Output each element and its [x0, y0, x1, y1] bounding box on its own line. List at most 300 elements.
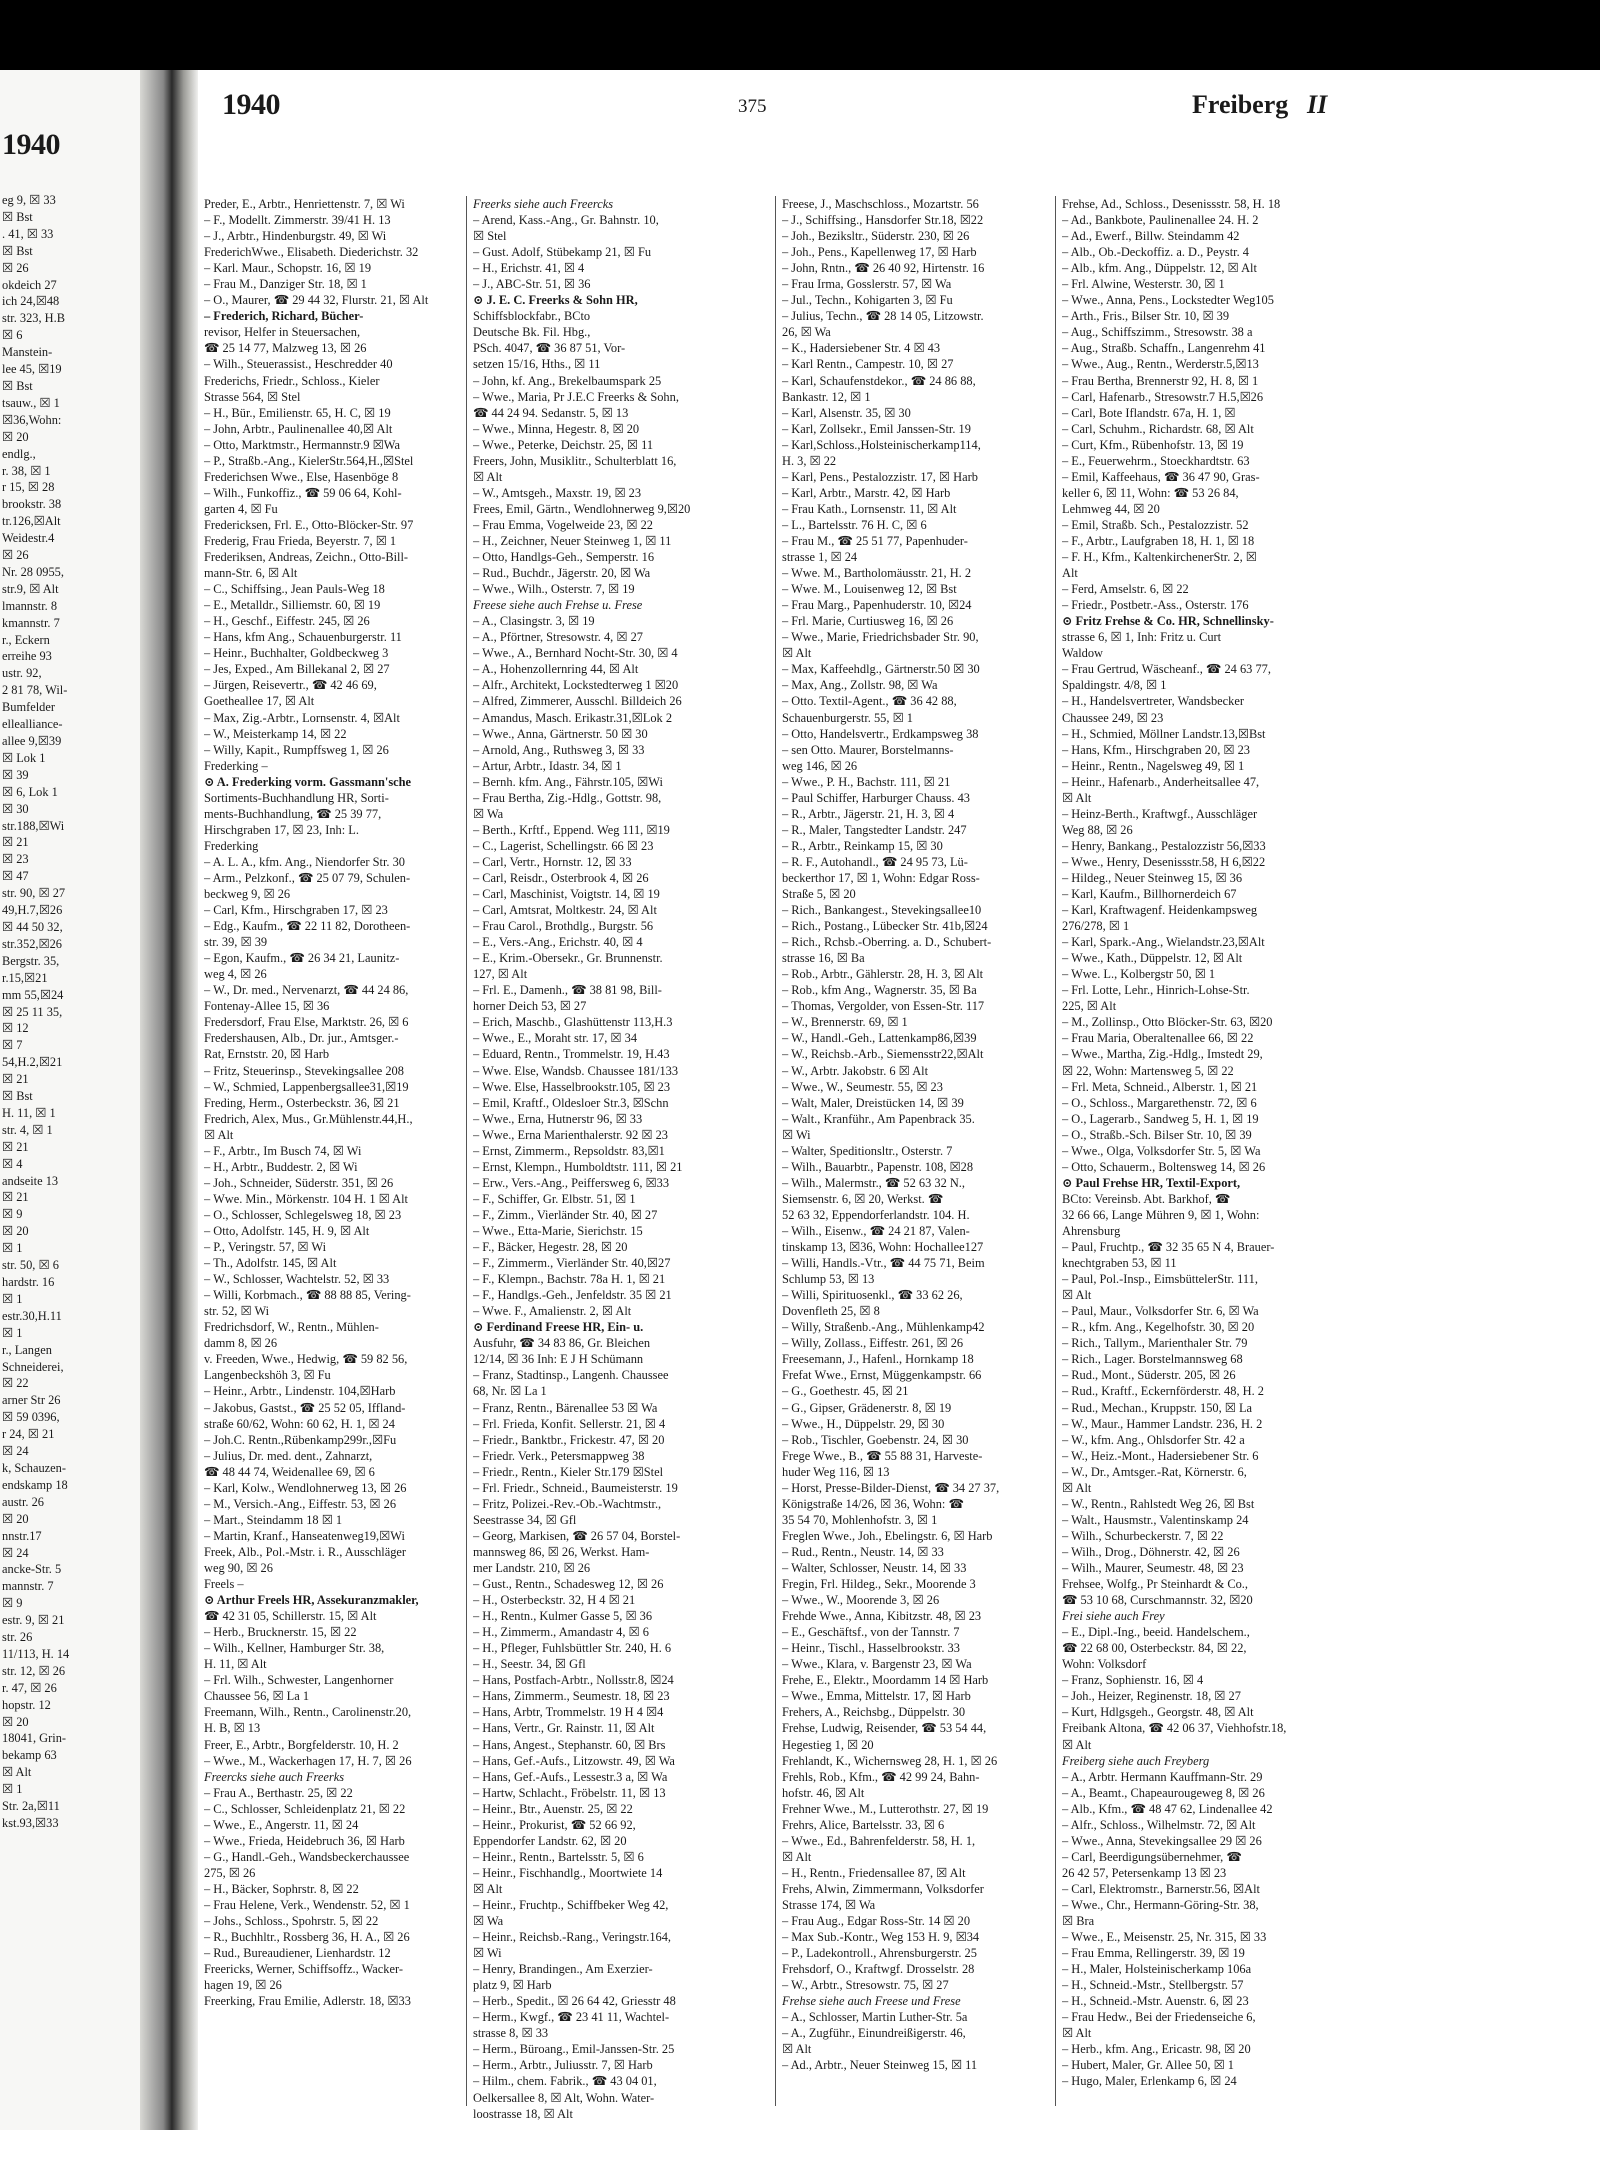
directory-entry-line: – Rob., Tischler, Goebenstr. 24, ☒ 30 [782, 1432, 969, 1447]
directory-entry-line: Straße 5, ☒ 20 [782, 887, 856, 902]
directory-entry-line: Frederiksen, Andreas, Zeichn., Otto-Bill- [204, 550, 409, 565]
directory-entry-line: – Otto, Handelsvertr., Erdkampsweg 38 [782, 726, 979, 741]
directory-entry-line: ☒ Alt [1062, 1480, 1092, 1495]
directory-entry-line: – Alfred, Zimmerer, Ausschl. Billdeich 26 [473, 694, 682, 709]
directory-entry-line: – L., Bartelsstr. 76 H. C, ☒ 6 [782, 517, 927, 532]
directory-entry-line: – W., Reichsb.-Arb., Siemensstr22,☒Alt [782, 1047, 984, 1062]
directory-entry-line: strasse 8, ☒ 33 [473, 2026, 549, 2041]
directory-entry-line: Wohn: Volksdorf [1062, 1657, 1147, 1672]
directory-entry-line: – C., Schlosser, Schleidenplatz 21, ☒ 22 [204, 1801, 406, 1816]
directory-entry-line: – W., Schmied, Lappenbergsallee31,☒19 [204, 1079, 409, 1094]
directory-entry-line: Chaussee 56, ☒ La 1 [204, 1689, 310, 1704]
directory-entry-line: – Kurt, Hdlgsgeh., Georgstr. 48, ☒ Alt [1062, 1705, 1254, 1720]
directory-entry-line: ☎ 42 31 05, Schillerstr. 15, ☒ Alt [204, 1609, 377, 1624]
directory-entry-line: Frehlandt, K., Wichernsweg 28, H. 1, ☒ 26 [782, 1753, 998, 1768]
directory-entry-line: – G., Handl.-Geh., Wandsbeckerchaussee [204, 1849, 410, 1864]
directory-entry-line: – Hans, kfm Ang., Schauenburgerstr. 11 [204, 630, 402, 645]
directory-entry-line: Fredershausen, Alb., Dr. jur., Amtsger.- [204, 1031, 399, 1046]
directory-entry-line: – Wwe. Else, Hasselbrookstr.105, ☒ 23 [473, 1079, 671, 1094]
directory-entry-line: – Karl, Spark.-Ang., Wielandstr.23,☒Alt [1062, 935, 1265, 950]
left-page-fragment: . 41, ☒ 33 [2, 226, 54, 241]
directory-entry-line: – H., Rentn., Kulmer Gasse 5, ☒ 36 [473, 1609, 653, 1624]
directory-entry-line: – Carl, Beerdigungsübernehmer, ☎ [1062, 1849, 1242, 1864]
left-page-fragment: Nr. 28 0955, [2, 564, 64, 579]
directory-entry-line: – Frl. Meta, Schneid., Alberstr. 1, ☒ 21 [1062, 1079, 1258, 1094]
directory-entry-line: – O., Maurer, ☎ 29 44 32, Flurstr. 21, ☒ Alt [204, 293, 429, 308]
directory-entry-line: ☒ Wa [473, 806, 504, 821]
directory-entry-line: Hirschgraben 17, ☒ 23, Inh: L. [204, 822, 359, 837]
directory-entry-line: – Herm., Büroang., Emil-Janssen-Str. 25 [473, 2042, 675, 2057]
left-page-fragment: mannstr. 7 [2, 1579, 54, 1594]
directory-entry-line: – Fritz, Steuerinsp., Stevekingsallee 208 [204, 1063, 404, 1078]
directory-entry-line: – F., Zimmerm., Vierländer Str. 40,☒27 [473, 1256, 671, 1271]
left-page-fragment: 2 81 78, Wil- [2, 683, 68, 698]
directory-entry-line: – Hans, Arbtr, Trommelstr. 19 H 4 ☒4 [473, 1705, 664, 1720]
directory-entry-line: – Arend, Kass.-Ang., Gr. Bahnstr. 10, [473, 213, 659, 228]
directory-entry-line: – Wilh., Malermstr., ☎ 52 63 32 N., [782, 1175, 966, 1190]
left-page-fragment: ☒ 1 [2, 1241, 23, 1256]
left-page-fragment: erreihe 93 [2, 649, 52, 664]
left-page-fragment: r., Langen [2, 1342, 52, 1357]
directory-entry-line: – Frl. Friedr., Schneid., Baumeisterstr. 19 [473, 1480, 678, 1495]
directory-entry-line: – Herb., kfm. Ang., Ericastr. 98, ☒ 20 [1062, 2042, 1251, 2057]
directory-entry-line: 68, Nr. ☒ La 1 [473, 1384, 547, 1399]
directory-entry-line: – E., Metalldr., Silliemstr. 60, ☒ 19 [204, 598, 381, 613]
directory-entry-line: – Wilh., Bauarbtr., Papenstr. 108, ☒28 [782, 1159, 974, 1174]
directory-entry-line: – Heinr., Fischhandlg., Moortwiete 14 [473, 1865, 663, 1880]
directory-entry-line: – Herb., Spedit., ☒ 26 64 42, Griesstr 48 [473, 1994, 676, 2009]
directory-entry-line: PSch. 4047, ☎ 36 87 51, Vor- [473, 341, 626, 356]
left-page-fragment: hopstr. 12 [2, 1697, 51, 1712]
directory-entry-line: Fredrichsdorf, W., Rentn., Mühlen- [204, 1320, 379, 1335]
directory-entry-line: – Hubert, Maler, Gr. Allee 50, ☒ 1 [1062, 2058, 1234, 2073]
directory-entry-line: – H., Pfleger, Fuhlsbüttler Str. 240, H. 6 [473, 1641, 672, 1656]
directory-entry-line: – R., kfm. Ang., Kegelhofstr. 30, ☒ 20 [1062, 1320, 1255, 1335]
directory-entry-line: – Paul, Pol.-Insp., EimsbüttelerStr. 111, [1062, 1272, 1258, 1287]
directory-entry-line: – Rich., Rchsb.-Oberring. a. D., Schubert- [782, 935, 992, 950]
directory-entry-line: – Frau Kath., Lornsenstr. 11, ☒ Alt [782, 501, 957, 516]
directory-entry-line: ⊙ Paul Frehse HR, Textil-Export, [1062, 1175, 1241, 1190]
left-page-fragment: ☒ 6 [2, 328, 23, 343]
directory-entry-line: – Wwe., Wilh., Osterstr. 7, ☒ 19 [473, 582, 635, 597]
left-page-fragment: ☒ 1 [2, 1782, 23, 1797]
directory-entry-line: – H., Schneid.-Mstr. Auenstr. 6, ☒ 23 [1062, 1994, 1249, 2009]
directory-entry-line: – H., Zeichner, Neuer Steinweg 1, ☒ 11 [473, 533, 672, 548]
scan-top-border [0, 0, 1600, 70]
directory-entry-line: – Frau Helene, Verk., Wendenstr. 52, ☒ 1 [204, 1897, 410, 1912]
directory-entry-line: – M., Versich.-Ang., Eiffestr. 53, ☒ 26 [204, 1496, 397, 1511]
left-page-fragment: str.9, ☒ Alt [2, 581, 59, 596]
left-page-fragment: ☒ Bst [2, 243, 33, 258]
left-page-fragment: ☒ Alt [2, 1765, 32, 1780]
directory-entry-line: Siemsenstr. 6, ☒ 20, Werkst. ☎ [782, 1191, 944, 1206]
left-page-fragment: ☒ 9 [2, 1207, 23, 1222]
directory-entry-line: – Jakobus, Gastst., ☎ 25 52 05, Iffland- [204, 1400, 406, 1415]
directory-entry-line: – Franz, Rentn., Bärenallee 53 ☒ Wa [473, 1400, 658, 1415]
directory-entry-line: – Otto, Adolfstr. 145, H. 9, ☒ Alt [204, 1224, 370, 1238]
directory-entry-line: Freels – [204, 1577, 244, 1592]
directory-entry-line: – Walter, Schlosser, Neustr. 14, ☒ 33 [782, 1560, 967, 1575]
directory-entry-line: Fregin, Frl. Hildeg., Sekr., Moorende 3 [782, 1577, 976, 1592]
directory-entry-line: strasse 6, ☒ 1, Inh: Fritz u. Curt [1062, 630, 1222, 645]
left-page-fragment: ☒ 20 [2, 1224, 29, 1239]
directory-entry-line: – H., Handelsvertreter, Wandsbecker [1062, 694, 1244, 709]
directory-entry-line: – F., Klempn., Bachstr. 78a H. 1, ☒ 21 [473, 1272, 666, 1287]
directory-entry-line: – Amandus, Masch. Erikastr.31,☒Lok 2 [473, 710, 673, 725]
column-divider [1055, 196, 1056, 2106]
directory-entry-line: – W., Maur., Hammer Landstr. 236, H. 2 [1062, 1416, 1263, 1431]
directory-entry-line: – Julius, Techn., ☎ 28 14 05, Litzowstr. [782, 309, 984, 324]
directory-entry-line: – Walter, Speditionsltr., Osterstr. 7 [782, 1143, 953, 1158]
directory-entry-line: – Frl. Wilh., Schwester, Langenhorner [204, 1673, 394, 1688]
left-page-fragment: r. 47, ☒ 26 [2, 1680, 57, 1695]
directory-entry-line: ☎ 53 10 68, Curschmannstr. 32, ☒20 [1062, 1593, 1253, 1608]
left-page-fragment: estr. 9, ☒ 21 [2, 1613, 65, 1628]
directory-entry-line: Fredrich, Alex, Mus., Gr.Mühlenstr.44,H., [204, 1111, 413, 1126]
directory-entry-line: – W., Brennerstr. 69, ☒ 1 [782, 1015, 908, 1030]
directory-entry-line: – Wilh., Kellner, Hamburger Str. 38, [204, 1641, 385, 1656]
directory-entry-line: – Carl, Hafenarb., Stresowstr.7 H.5,☒26 [1062, 389, 1264, 404]
left-page-fragment: ☒ 9 [2, 1596, 23, 1611]
directory-entry-line: – A., Clasingstr. 3, ☒ 19 [473, 614, 595, 629]
directory-column-2 [473, 196, 728, 2122]
directory-entry-line: – A. L. A., kfm. Ang., Niendorfer Str. 30 [204, 854, 405, 869]
directory-entry-line: – Wwe. F., Amalienstr. 2, ☒ Alt [473, 1304, 632, 1319]
left-page-fragment: Schneiderei, [2, 1359, 64, 1374]
directory-entry-line: – Wwe., Aug., Rentn., Werderstr.5,☒13 [1062, 357, 1259, 372]
directory-entry-line: Schlump 53, ☒ 13 [782, 1272, 875, 1287]
directory-entry-line: – J., Arbtr., Hindenburgstr. 49, ☒ Wi [204, 229, 387, 244]
directory-entry-line: – W., Rentn., Rahlstedt Weg 26, ☒ Bst [1062, 1496, 1255, 1511]
directory-entry-line: huder Weg 116, ☒ 13 [782, 1464, 890, 1479]
directory-entry-line: – Hildeg., Neuer Steinweg 15, ☒ 36 [1062, 870, 1243, 885]
directory-entry-line: – Wwe., W., Moorende 3, ☒ 26 [782, 1593, 940, 1608]
directory-entry-line: Frehsdorf, O., Kraftwgf. Drosselstr. 28 [782, 1962, 975, 1977]
directory-entry-line: Frefat Wwe., Ernst, Müggenkampstr. 66 [782, 1368, 982, 1383]
directory-entry-line: – Hans, Gef.-Aufs., Litzowstr. 49, ☒ Wa [473, 1753, 675, 1768]
directory-entry-line: – Karl, Alsenstr. 35, ☒ 30 [782, 405, 911, 420]
directory-entry-line: Freemann, Wilh., Rentn., Carolinenstr.20, [204, 1705, 412, 1720]
directory-entry-line: – F., Zimm., Vierländer Str. 40, ☒ 27 [473, 1207, 658, 1222]
directory-entry-line: – Max Sub.-Kontr., Weg 153 H. 9, ☒34 [782, 1930, 980, 1945]
directory-entry-line: Frege Wwe., B., ☎ 55 88 31, Harveste- [782, 1448, 983, 1463]
directory-entry-line: strasse 16, ☒ Ba [782, 951, 865, 966]
directory-entry-line: ⊙ Ferdinand Freese HR, Ein- u. [473, 1320, 644, 1335]
left-page-strip [0, 70, 140, 2130]
directory-entry-line: – Hans, Postfach-Arbtr., Nollsstr.8, ☒24 [473, 1673, 674, 1688]
directory-entry-line: – Friedr., Banktbr., Frickestr. 47, ☒ 20 [473, 1432, 665, 1447]
directory-entry-line: – Rud., Kraftf., Eckernförderstr. 48, H. 2 [1062, 1384, 1264, 1399]
directory-entry-line: revisor, Helfer in Steuersachen, [204, 325, 361, 340]
directory-entry-line: – Wwe., E., Moraht str. 17, ☒ 34 [473, 1031, 638, 1046]
directory-entry-line: Langenbeckshöh 3, ☒ Fu [204, 1368, 331, 1383]
directory-entry-line: – R., Arbtr., Jägerstr. 21, H. 3, ☒ 4 [782, 806, 955, 821]
directory-entry-line: – Wwe., Anna, Gärtnerstr. 50 ☒ 30 [473, 726, 648, 741]
directory-entry-line: Frees, Emil, Gärtn., Wendlohnerweg 9,☒20 [473, 501, 691, 516]
left-page-fragment: ☒ 21 [2, 835, 29, 850]
directory-entry-line: – Wwe., W., Seumestr. 55, ☒ 23 [782, 1079, 943, 1094]
directory-entry-line: – Wwe., Marie, Friedrichsbader Str. 90, [782, 630, 979, 645]
directory-entry-line: – Rud., Mont., Süderstr. 205, ☒ 26 [1062, 1368, 1236, 1383]
directory-entry-line: – Rob., kfm Ang., Wagnerstr. 35, ☒ Ba [782, 983, 977, 998]
directory-entry-line: ☒ Alt [782, 2042, 812, 2057]
directory-entry-line: – A., Hohenzollernring 44, ☒ Alt [473, 662, 639, 677]
directory-entry-line: – Ad., Bankbote, Paulinenallee 24. H. 2 [1062, 213, 1259, 228]
directory-entry-line: weg 146, ☒ 26 [782, 758, 858, 773]
directory-entry-line: – Aug., Straßb. Schaffn., Langenrehm 41 [1062, 341, 1266, 356]
directory-entry-line: ☒ Alt [1062, 790, 1092, 805]
directory-entry-line: – Ernst, Klempn., Humboldtstr. 111, ☒ 21 [473, 1159, 683, 1174]
left-page-fragment: ellealliance- [2, 717, 63, 732]
directory-entry-line: – Heinr., Arbtr., Lindenstr. 104,☒Harb [204, 1384, 396, 1399]
left-page-fragment: str. 12, ☒ 26 [2, 1663, 66, 1678]
directory-entry-line: – E., Dipl.-Ing., beeid. Handelschem., [1062, 1625, 1250, 1640]
directory-entry-line: – H., Arbtr., Buddestr. 2, ☒ Wi [204, 1159, 358, 1174]
left-page-fragment: ☒ 20 [2, 1714, 29, 1729]
directory-entry-line: Königstraße 14/26, ☒ 36, Wohn: ☎ [782, 1496, 964, 1511]
left-page-fragment: kst.93,☒33 [2, 1816, 59, 1830]
directory-entry-line: – Henry, Bankang., Pestalozzistr 56,☒33 [1062, 838, 1266, 853]
directory-entry-line: Frehls, Rob., Kfm., ☎ 42 99 24, Bahn- [782, 1769, 980, 1784]
directory-entry-line: – Wwe., Peterke, Deichstr. 25, ☒ 11 [473, 437, 654, 452]
directory-entry-line: – Frl. Marie, Curtiusweg 16, ☒ 26 [782, 614, 954, 629]
directory-entry-line: – Rud., Bureaudiener, Lienhardstr. 12 [204, 1946, 391, 1961]
directory-entry-line: ☎ 25 14 77, Malzweg 13, ☒ 26 [204, 341, 367, 356]
directory-entry-line: – E., Feuerwehrm., Stoeckhardtstr. 63 [1062, 453, 1250, 468]
directory-entry-line: – F., Arbtr., Im Busch 74, ☒ Wi [204, 1143, 362, 1158]
directory-entry-line: – Frl. Frieda, Konfit. Sellerstr. 21, ☒ 4 [473, 1416, 666, 1431]
directory-entry-line: – H., Zimmerm., Amandastr 4, ☒ 6 [473, 1625, 649, 1640]
directory-entry-line: mer Landstr. 210, ☒ 26 [473, 1560, 591, 1575]
directory-entry-line: – Carl, Bote Iflandstr. 67a, H. 1, ☒ [1062, 405, 1236, 420]
directory-entry-line: – Paul, Fruchtp., ☎ 32 35 65 N 4, Brauer- [1062, 1240, 1275, 1255]
left-page-fragment: r., Eckern [2, 632, 50, 647]
left-page-fragment: str.188,☒Wi [2, 818, 65, 833]
directory-entry-line: beckerthor 17, ☒ 1, Wohn: Edgar Ross- [782, 870, 980, 885]
left-page-fragment: andseite 13 [2, 1173, 59, 1188]
directory-entry-line: – Wwe. Min., Mörkenstr. 104 H. 1 ☒ Alt [204, 1191, 408, 1206]
directory-entry-line: – F., Handlgs.-Geh., Jenfeldstr. 35 ☒ 21 [473, 1288, 672, 1303]
directory-entry-line: tinskamp 13, ☒36, Wohn: Hochallee127 [782, 1240, 984, 1255]
left-page-fragment: str. 90, ☒ 27 [2, 886, 66, 901]
directory-entry-line: Freek, Alb., Pol.-Mstr. i. R., Ausschläger [204, 1544, 407, 1559]
directory-entry-line: – John, Rntn., ☎ 26 40 92, Hirtenstr. 16 [782, 261, 985, 276]
directory-entry-line: – Carl, Reisdr., Osterbrook 4, ☒ 26 [473, 870, 649, 885]
directory-entry-line: Freesemann, J., Hafenl., Hornkamp 18 [782, 1352, 974, 1367]
directory-entry-line: – H., Schmied, Möllner Landstr.13,☒Bst [1062, 726, 1266, 741]
directory-entry-line: – Julius, Dr. med. dent., Zahnarzt, [204, 1448, 373, 1463]
left-page-fragment: lee 45, ☒19 [2, 362, 62, 377]
directory-entry-line: 52 63 32, Eppendorferlandstr. 104. H. [782, 1207, 970, 1222]
directory-entry-line: – Otto, Marktmstr., Hermannstr.9 ☒Wa [204, 437, 400, 452]
column-divider [466, 196, 467, 2106]
directory-entry-line: Frederichs, Friedr., Schloss., Kieler [204, 373, 380, 388]
directory-entry-line: – Otto, Handlgs-Geh., Semperstr. 16 [473, 550, 655, 565]
directory-entry-line: Chaussee 249, ☒ 23 [1062, 710, 1164, 725]
directory-entry-line: – Rud., Mechan., Kruppstr. 150, ☒ La [1062, 1400, 1253, 1415]
directory-entry-line: – O., Schloss., Margarethenstr. 72, ☒ 6 [1062, 1095, 1257, 1110]
left-page-fragment: ☒ 44 50 32, [2, 919, 63, 934]
left-page-fragment: Bergstr. 35, [2, 953, 60, 968]
directory-entry-line: – Carl, Vertr., Hornstr. 12, ☒ 33 [473, 854, 632, 869]
directory-entry-line: ☎ 48 44 74, Weidenallee 69, ☒ 6 [204, 1464, 375, 1479]
directory-entry-line: mannsweg 86, ☒ 26, Werkst. Ham- [473, 1544, 650, 1559]
directory-entry-line: – Willi, Korbmach., ☎ 88 88 85, Vering- [204, 1288, 411, 1303]
directory-entry-line: – Hilm., chem. Fabrik., ☎ 43 04 01, [473, 2074, 657, 2089]
directory-entry-line: ments-Buchhandlung, ☎ 25 39 77, [204, 806, 382, 821]
directory-entry-line: – Joh.C. Rentn.,Rübenkamp299r.,☒Fu [204, 1432, 397, 1447]
left-page-fragment: endskamp 18 [2, 1477, 68, 1492]
directory-entry-line: – Hartw, Schlacht., Fröbelstr. 11, ☒ 13 [473, 1785, 666, 1800]
directory-entry-line: platz 9, ☒ Harb [473, 1978, 552, 1993]
directory-entry-line: – Frau Irma, Gosslerstr. 57, ☒ Wa [782, 277, 952, 292]
directory-entry-line: – H., Osterbeckstr. 32, H 4 ☒ 21 [473, 1593, 636, 1608]
directory-entry-line: – Frau Bertha, Brennerstr 92, H. 8, ☒ 1 [1062, 373, 1259, 388]
directory-entry-line: Freese, J., Maschschloss., Mozartstr. 56 [782, 197, 979, 211]
directory-entry-line: – Carl, Elektromstr., Barnerstr.56, ☒Alt [1062, 1881, 1260, 1896]
left-page-fragment: ☒ 4 [2, 1156, 23, 1171]
left-page-fragment: ☒ Bst [2, 378, 33, 393]
directory-entry-line: ☒ Alt [473, 1881, 503, 1896]
directory-entry-line: – A., Pförtner, Stresowstr. 4, ☒ 27 [473, 630, 643, 645]
directory-entry-line: – Heinz-Berth., Kraftwgf., Ausschläger [1062, 806, 1258, 821]
directory-entry-line: 275, ☒ 26 [204, 1865, 256, 1880]
directory-entry-line: – Wwe., P. H., Bachstr. 111, ☒ 21 [782, 774, 951, 789]
directory-entry-line: v. Freeden, Wwe., Hedwig, ☎ 59 82 56, [204, 1352, 408, 1367]
directory-entry-line: Bankastr. 12, ☒ 1 [782, 389, 871, 404]
directory-entry-line: Freerks siehe auch Freercks [473, 197, 614, 211]
directory-entry-line: – Fritz, Polizei.-Rev.-Ob.-Wachtmstr., [473, 1496, 662, 1511]
directory-entry-line: – Herm., Arbtr., Juliusstr. 7, ☒ Harb [473, 2058, 653, 2073]
directory-entry-line: – Franz, Sophienstr. 16, ☒ 4 [1062, 1673, 1204, 1688]
directory-entry-line: Frehde Wwe., Anna, Kibitzstr. 48, ☒ 23 [782, 1609, 982, 1624]
directory-entry-line: – Wwe., Emma, Mittelstr. 17, ☒ Harb [782, 1689, 971, 1704]
directory-entry-line: – W., Arbtr., Stresowstr. 75, ☒ 27 [782, 1978, 949, 1993]
directory-entry-line: ☒ Alt [1062, 2026, 1092, 2041]
directory-entry-line: ☒ Alt [1062, 1737, 1092, 1752]
directory-entry-line: – Wwe., Klara, v. Bargenstr 23, ☒ Wa [782, 1657, 972, 1672]
directory-entry-line: – Otto, Schauerm., Boltensweg 14, ☒ 26 [1062, 1159, 1266, 1174]
directory-entry-line: – Max, Kaffeehdlg., Gärtnerstr.50 ☒ 30 [782, 662, 980, 677]
directory-entry-line: Freers, John, Musiklitr., Schulterblatt 16, [473, 453, 677, 468]
directory-entry-line: Ausfuhr, ☎ 34 83 86, Gr. Bleichen [473, 1336, 651, 1351]
directory-entry-line: – Willy, Kapit., Rumpffsweg 1, ☒ 26 [204, 742, 389, 757]
directory-entry-line: ☒ 22, Wohn: Martensweg 5, ☒ 22 [1062, 1063, 1234, 1078]
left-page-fragment: ☒ 22 [2, 1376, 29, 1391]
directory-entry-line: – Wwe., Anna, Stevekingsallee 29 ☒ 26 [1062, 1833, 1262, 1848]
directory-entry-line: – H., Bür., Emilienstr. 65, H. C, ☒ 19 [204, 405, 391, 420]
directory-entry-line: – E., Vers.-Ang., Erichstr. 40, ☒ 4 [473, 935, 643, 950]
directory-entry-line: – W., Schlosser, Wachtelstr. 52, ☒ 33 [204, 1272, 390, 1287]
directory-entry-line: – Rud., Rentn., Neustr. 14, ☒ 33 [782, 1544, 944, 1559]
directory-entry-line: keller 6, ☒ 11, Wohn: ☎ 53 26 84, [1062, 485, 1239, 500]
directory-entry-line: ☒ Alt [782, 1849, 812, 1864]
directory-entry-line: – R., Arbtr., Reinkamp 15, ☒ 30 [782, 838, 943, 853]
directory-entry-line: – Frau Hedw., Bei der Friedenseiche 6, [1062, 2010, 1256, 2025]
left-page-fragment: mm 55,☒24 [2, 987, 64, 1002]
directory-entry-line: ☒ Wi [782, 1127, 811, 1142]
directory-entry-line: – Gust., Rentn., Schadesweg 12, ☒ 26 [473, 1577, 664, 1592]
directory-entry-line: – W., Arbtr. Jakobstr. 6 ☒ Alt [782, 1063, 929, 1078]
directory-entry-line: 127, ☒ Alt [473, 967, 528, 982]
directory-entry-line: – Frau M., Danziger Str. 18, ☒ 1 [204, 277, 367, 292]
directory-entry-line: garten 4, ☒ Fu [204, 501, 278, 516]
left-page-fragment: nnstr.17 [2, 1528, 42, 1543]
left-page-fragment: ☒ 25 11 35, [2, 1004, 63, 1019]
directory-entry-line: – Herm., Kwgf., ☎ 23 41 11, Wachtel- [473, 2010, 670, 2025]
directory-entry-line: – Friedr. Verk., Petersmappweg 38 [473, 1448, 645, 1463]
left-page-fragment: ☒ 21 [2, 1190, 29, 1205]
directory-entry-line: – Joh., Schneider, Süderstr. 351, ☒ 26 [204, 1175, 394, 1190]
directory-entry-line: – Wwe., Martha, Zig.-Hdlg., Imstedt 29, [1062, 1047, 1263, 1062]
directory-entry-line: – Wwe., A., Bernhard Nocht-Str. 30, ☒ 4 [473, 646, 678, 661]
left-page-fragment: arner Str 26 [2, 1393, 61, 1408]
left-page-fragment: ☒ 59 0396, [2, 1410, 60, 1425]
directory-entry-line: – J., ABC-Str. 51, ☒ 36 [473, 277, 591, 292]
directory-entry-line: 12/14, ☒ 36 Inh: E J H Schümann [473, 1352, 644, 1367]
directory-entry-line: – Johs., Schloss., Spohrstr. 5, ☒ 22 [204, 1914, 379, 1929]
left-page-fragment: 18041, Grin- [2, 1731, 67, 1746]
left-page-fragment: ☒ 20 [2, 1511, 29, 1526]
directory-entry-line: – Wwe. M., Louisenweg 12, ☒ Bst [782, 582, 957, 597]
directory-entry-line: ☒ Wi [473, 1946, 502, 1961]
directory-entry-line: – Thomas, Vergolder, von Essen-Str. 117 [782, 999, 985, 1014]
directory-entry-line: – Wilh., Funkoffiz., ☎ 59 06 64, Kohl- [204, 485, 402, 500]
left-page-fragment: bekamp 63 [2, 1748, 57, 1763]
left-page-fragment: tr.126,☒Alt [2, 514, 61, 529]
directory-entry-line: beckweg 9, ☒ 26 [204, 887, 291, 902]
directory-entry-line: – Hans, Gef.-Aufs., Lessestr.3 a, ☒ Wa [473, 1769, 668, 1784]
directory-entry-line: ☒ Stel [473, 229, 507, 244]
directory-entry-line: – Carl, Amtsrat, Moltkestr. 24, ☒ Alt [473, 903, 657, 918]
left-page-fragment: 49,H.7,☒26 [2, 903, 63, 918]
left-page-fragment: endlg., [2, 446, 36, 461]
directory-entry-line: Freibank Altona, ☎ 42 06 37, Viehhofstr.18, [1062, 1721, 1287, 1736]
directory-entry-line: – Emil, Kraftf., Oldesloer Str.3, ☒Schn [473, 1095, 669, 1110]
directory-entry-line: – Wilh., Eisenw., ☎ 24 21 87, Valen- [782, 1224, 970, 1238]
directory-entry-line: Fredericksen, Frl. E., Otto-Blöcker-Str. 97 [204, 517, 414, 532]
directory-entry-line: – Emil, Straßb. Sch., Pestalozzistr. 52 [1062, 517, 1249, 532]
directory-entry-line: – Alfr., Schloss., Wilhelmstr. 72, ☒ Alt [1062, 1817, 1256, 1832]
left-page-fragment: ich 24,☒48 [2, 294, 60, 309]
left-page-fragment: ustr. 92, [2, 666, 42, 681]
directory-entry-line: Frederig, Frau Frieda, Beyerstr. 7, ☒ 1 [204, 533, 397, 548]
directory-entry-line: – Frau Aug., Edgar Ross-Str. 14 ☒ 20 [782, 1914, 971, 1929]
left-page-fragment: r 15, ☒ 28 [2, 480, 55, 495]
directory-entry-line: – Frl. Alwine, Westerstr. 30, ☒ 1 [1062, 277, 1225, 292]
directory-entry-line: – Frau Carol., Brothdlg., Burgstr. 56 [473, 919, 654, 934]
directory-entry-line: – Heinr., Rentn., Bartelsstr. 5, ☒ 6 [473, 1849, 644, 1864]
left-page-fragment: lmannstr. 8 [2, 598, 58, 613]
directory-entry-line: – Wwe., H., Düppelstr. 29, ☒ 30 [782, 1416, 945, 1431]
directory-entry-line: damm 8, ☒ 26 [204, 1336, 278, 1351]
directory-entry-line: – Wwe., Henry, Desenissstr.58, H 6,☒22 [1062, 854, 1266, 869]
left-page-fragment: r. 38, ☒ 1 [2, 463, 51, 478]
directory-entry-line: H. B, ☒ 13 [204, 1721, 261, 1736]
directory-entry-line: weg 4, ☒ 26 [204, 967, 267, 982]
directory-entry-line: horner Deich 53, ☒ 27 [473, 999, 587, 1014]
directory-entry-line: – Carl, Kfm., Hirschgraben 17, ☒ 23 [204, 903, 388, 918]
directory-entry-line: – Frau M., ☎ 25 51 77, Papenhuder- [782, 533, 968, 548]
directory-entry-line: Strasse 174, ☒ Wa [782, 1897, 876, 1912]
left-page-fragment: eg 9, ☒ 33 [2, 193, 56, 207]
directory-entry-line: – Rich., Lager. Borstelmannsweg 68 [1062, 1352, 1243, 1367]
directory-entry-line: Freglen Wwe., Joh., Ebelingstr. 6, ☒ Harb [782, 1528, 993, 1543]
left-page-fragment: ☒ Bst [2, 209, 33, 224]
directory-entry-line: – Carl, Maschinist, Voigtstr. 14, ☒ 19 [473, 887, 660, 902]
left-page-fragments [0, 192, 140, 1832]
directory-entry-line: straße 60/62, Wohn: 60 62, H. 1, ☒ 24 [204, 1416, 395, 1431]
